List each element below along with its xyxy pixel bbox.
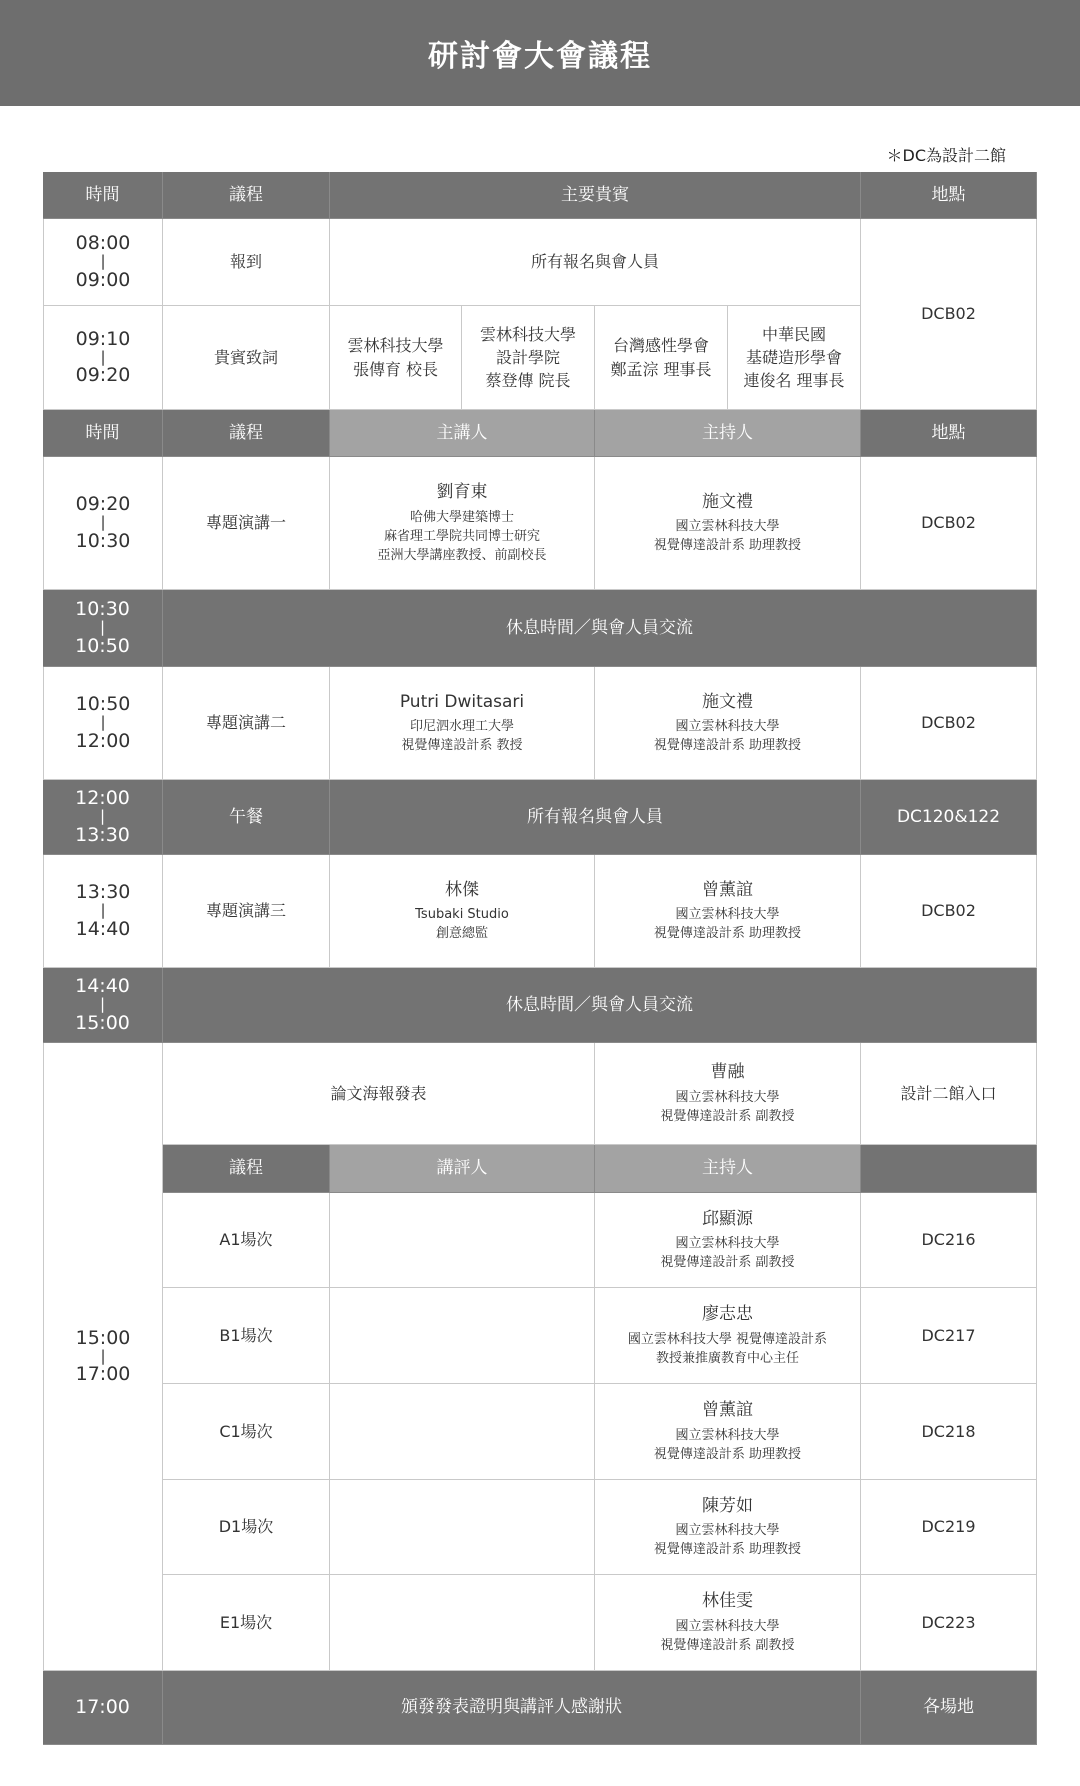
location-cell: DC216 bbox=[861, 1193, 1037, 1288]
time-separator: | bbox=[99, 618, 106, 637]
host-name: 施文禮 bbox=[702, 491, 753, 512]
location-cell: DC218 bbox=[861, 1384, 1037, 1480]
participants-cell: 所有報名與會人員 bbox=[330, 219, 861, 306]
time-end: 12:00 bbox=[75, 729, 131, 752]
guest-line: 中華民國 bbox=[761, 324, 826, 344]
header-agenda: 議程 bbox=[163, 1145, 330, 1193]
header-time: 時間 bbox=[43, 172, 163, 219]
time-end: 09:00 bbox=[75, 268, 131, 291]
page-title: 研討會大會議程 bbox=[428, 39, 652, 74]
header-location: 地點 bbox=[861, 410, 1037, 457]
host-title: 視覺傳達設計系 副教授 bbox=[660, 1255, 795, 1271]
header-guests: 主要貴賓 bbox=[330, 172, 861, 219]
break-cell: 休息時間／與會人員交流 bbox=[163, 968, 1037, 1043]
host-cell bbox=[595, 1193, 861, 1288]
agenda-cell: 專題演講二 bbox=[163, 667, 330, 780]
reviewer-cell bbox=[330, 1575, 595, 1671]
break-cell: 休息時間／與會人員交流 bbox=[163, 590, 1037, 667]
agenda-cell: 專題演講一 bbox=[163, 457, 330, 590]
time-end: 10:30 bbox=[75, 529, 131, 552]
time-start: 10:30 bbox=[75, 598, 130, 621]
guest-cell bbox=[462, 306, 595, 410]
location-cell: DC219 bbox=[861, 1480, 1037, 1575]
host-title: 國立雲林科技大學 bbox=[675, 1523, 780, 1539]
host-title: 國立雲林科技大學 bbox=[675, 1089, 780, 1105]
time-cell bbox=[43, 780, 163, 855]
time-cell bbox=[43, 1043, 163, 1671]
host-title: 視覺傳達設計系 助理教授 bbox=[653, 926, 802, 942]
host-title: 國立雲林科技大學 視覺傳達設計系 bbox=[627, 1331, 828, 1347]
host-name: 廖志忠 bbox=[702, 1304, 753, 1325]
guest-cell bbox=[595, 306, 728, 410]
host-name: 曹融 bbox=[710, 1062, 745, 1083]
closing-cell: 頒發發表證明與講評人感謝狀 bbox=[163, 1671, 861, 1745]
time-cell bbox=[43, 306, 163, 410]
host-name: 陳芳如 bbox=[702, 1495, 753, 1516]
host-name: 曾薰誼 bbox=[702, 879, 753, 900]
time-separator: | bbox=[100, 252, 106, 271]
session-name: D1場次 bbox=[163, 1480, 330, 1575]
reviewer-cell bbox=[330, 1384, 595, 1480]
time-cell bbox=[43, 968, 163, 1043]
location-cell: 設計二館入口 bbox=[861, 1043, 1037, 1145]
time-cell bbox=[43, 667, 163, 780]
host-name: 林佳雯 bbox=[702, 1591, 753, 1612]
host-name: 曾薰誼 bbox=[702, 1400, 753, 1421]
location-cell: DC120&122 bbox=[861, 780, 1037, 855]
host-title: 國立雲林科技大學 bbox=[675, 1427, 780, 1443]
time-start: 08:00 bbox=[75, 232, 131, 255]
time-start: 09:20 bbox=[75, 493, 131, 516]
speaker-title: 創意總監 bbox=[435, 926, 488, 942]
session-name: C1場次 bbox=[163, 1384, 330, 1480]
header-agenda: 議程 bbox=[163, 410, 330, 457]
time-cell bbox=[43, 219, 163, 306]
time-start: 12:00 bbox=[75, 787, 130, 810]
host-cell bbox=[595, 855, 861, 968]
time-end: 09:20 bbox=[75, 364, 131, 387]
time-cell: 17:00 bbox=[43, 1671, 163, 1745]
guest-line: 台灣感性學會 bbox=[612, 336, 709, 356]
speaker-name: Putri Dwitasari bbox=[399, 691, 525, 712]
header-speaker: 主講人 bbox=[330, 410, 595, 457]
speaker-title: 麻省理工學院共同博士研究 bbox=[383, 528, 540, 544]
time-separator: | bbox=[100, 713, 106, 732]
session-name: A1場次 bbox=[163, 1193, 330, 1288]
speaker-title: 印尼泗水理工大學 bbox=[409, 719, 514, 735]
guest-line: 鄭孟淙 理事長 bbox=[610, 359, 712, 379]
participants-cell: 所有報名與會人員 bbox=[330, 780, 861, 855]
reviewer-cell bbox=[330, 1288, 595, 1384]
time-end: 15:00 bbox=[75, 1011, 130, 1034]
guest-cell bbox=[330, 306, 462, 410]
host-title: 視覺傳達設計系 助理教授 bbox=[653, 538, 802, 554]
guest-line: 設計學院 bbox=[495, 347, 560, 367]
speaker-cell bbox=[330, 855, 595, 968]
time-cell bbox=[43, 457, 163, 590]
host-cell bbox=[595, 667, 861, 780]
time-separator: | bbox=[99, 995, 106, 1014]
poster-cell: 論文海報發表 bbox=[163, 1043, 595, 1145]
agenda-table bbox=[43, 172, 1037, 1745]
host-cell bbox=[595, 1480, 861, 1575]
time-start: 15:00 bbox=[75, 1326, 131, 1349]
time-start: 10:50 bbox=[75, 693, 131, 716]
header-host: 主持人 bbox=[595, 1145, 861, 1193]
time-separator: | bbox=[99, 807, 106, 826]
host-cell bbox=[595, 1288, 861, 1384]
agenda-cell: 午餐 bbox=[163, 780, 330, 855]
agenda-cell: 報到 bbox=[163, 219, 330, 306]
time-separator: | bbox=[100, 1346, 106, 1365]
location-cell: DC217 bbox=[861, 1288, 1037, 1384]
host-cell bbox=[595, 457, 861, 590]
header-location: 地點 bbox=[861, 172, 1037, 219]
agenda-cell: 專題演講三 bbox=[163, 855, 330, 968]
header-location-empty bbox=[861, 1145, 1037, 1193]
guest-line: 連俊名 理事長 bbox=[743, 371, 845, 391]
session-name: E1場次 bbox=[163, 1575, 330, 1671]
host-title: 視覺傳達設計系 助理教授 bbox=[653, 1542, 802, 1558]
location-note: ＊DC為設計二館 bbox=[886, 146, 1006, 165]
host-cell bbox=[595, 1043, 861, 1145]
time-separator: | bbox=[100, 901, 106, 920]
agenda-cell: 貴賓致詞 bbox=[163, 306, 330, 410]
location-cell: DCB02 bbox=[861, 855, 1037, 968]
host-title: 國立雲林科技大學 bbox=[675, 1618, 780, 1634]
host-title: 國立雲林科技大學 bbox=[675, 1236, 780, 1252]
speaker-title: 亞洲大學講座教授、前副校長 bbox=[377, 547, 547, 563]
host-title: 教授兼推廣教育中心主任 bbox=[655, 1350, 799, 1366]
host-title: 視覺傳達設計系 助理教授 bbox=[653, 738, 802, 754]
page-title-banner bbox=[0, 0, 1080, 106]
time-cell bbox=[43, 590, 163, 667]
host-cell bbox=[595, 1575, 861, 1671]
host-title: 視覺傳達設計系 助理教授 bbox=[653, 1446, 802, 1462]
time-cell bbox=[43, 855, 163, 968]
host-title: 視覺傳達設計系 副教授 bbox=[660, 1108, 795, 1124]
host-title: 國立雲林科技大學 bbox=[675, 519, 780, 535]
speaker-cell bbox=[330, 667, 595, 780]
guest-line: 張傳育 校長 bbox=[352, 359, 439, 379]
header-time: 時間 bbox=[43, 410, 163, 457]
time-end: 10:50 bbox=[75, 634, 130, 657]
reviewer-cell bbox=[330, 1193, 595, 1288]
reviewer-cell bbox=[330, 1480, 595, 1575]
speaker-cell bbox=[330, 457, 595, 590]
time-end: 17:00 bbox=[75, 1363, 131, 1386]
host-title: 視覺傳達設計系 副教授 bbox=[660, 1637, 795, 1653]
guest-line: 雲林科技大學 bbox=[479, 324, 576, 344]
location-cell: DC223 bbox=[861, 1575, 1037, 1671]
host-title: 國立雲林科技大學 bbox=[675, 719, 780, 735]
guest-line: 基礎造形學會 bbox=[745, 347, 842, 367]
location-cell: DCB02 bbox=[861, 667, 1037, 780]
time-end: 13:30 bbox=[75, 823, 130, 846]
guest-line: 雲林科技大學 bbox=[347, 336, 444, 356]
time-separator: | bbox=[100, 347, 106, 366]
time-start: 14:40 bbox=[75, 975, 130, 998]
header-reviewer: 講評人 bbox=[330, 1145, 595, 1193]
guest-line: 蔡登傳 院長 bbox=[485, 371, 571, 391]
header-host: 主持人 bbox=[595, 410, 861, 457]
time-end: 14:40 bbox=[75, 917, 131, 940]
session-name: B1場次 bbox=[163, 1288, 330, 1384]
host-title: 國立雲林科技大學 bbox=[675, 907, 780, 923]
speaker-name: 劉育東 bbox=[436, 482, 488, 503]
host-name: 施文禮 bbox=[702, 691, 753, 712]
location-cell: DCB02 bbox=[861, 457, 1037, 590]
time-separator: | bbox=[100, 513, 106, 532]
location-cell: DCB02 bbox=[861, 219, 1037, 410]
location-cell: 各場地 bbox=[861, 1671, 1037, 1745]
speaker-name: 林傑 bbox=[445, 879, 479, 900]
time-start: 13:30 bbox=[75, 881, 131, 904]
speaker-title: 哈佛大學建築博士 bbox=[409, 510, 514, 526]
time-start: 09:10 bbox=[75, 327, 131, 350]
speaker-title: 視覺傳達設計系 教授 bbox=[401, 738, 523, 754]
host-cell bbox=[595, 1384, 861, 1480]
speaker-title: Tsubaki Studio bbox=[415, 907, 509, 923]
header-agenda: 議程 bbox=[163, 172, 330, 219]
host-name: 邱顯源 bbox=[702, 1208, 753, 1229]
guest-cell bbox=[728, 306, 861, 410]
